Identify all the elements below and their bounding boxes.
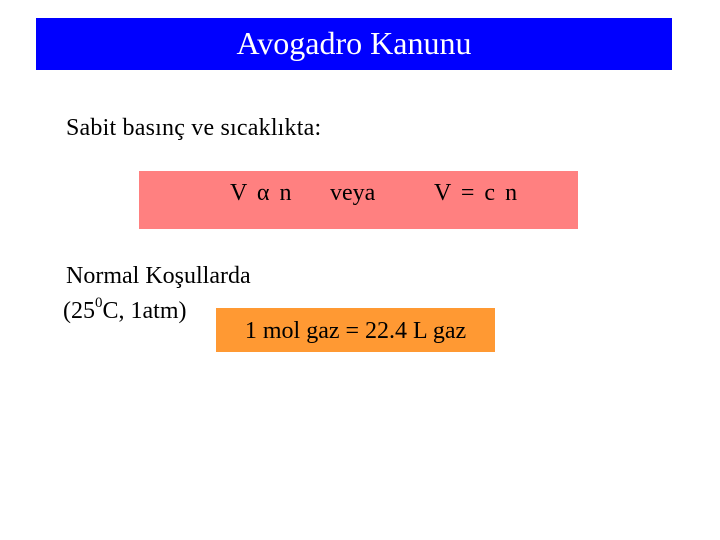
subtitle-text: Sabit basınç ve sıcaklıkta: <box>66 115 322 141</box>
conditions-label: Normal Koşullarda <box>66 263 251 289</box>
slide-title: Avogadro Kanunu <box>236 25 472 61</box>
conditions-temp: (25 <box>63 298 95 324</box>
conditions-unit: C, 1atm) <box>102 298 187 324</box>
title-bar <box>36 18 672 70</box>
proportionality-formula: V α n <box>230 180 294 206</box>
formula-connector: veya <box>330 180 376 206</box>
equation-formula: V = c n <box>434 180 520 206</box>
degree-superscript: 0 <box>95 295 103 311</box>
conditions-values <box>63 295 187 324</box>
result-box <box>216 308 495 352</box>
molar-volume-result: 1 mol gaz = 22.4 L gaz <box>244 318 467 344</box>
